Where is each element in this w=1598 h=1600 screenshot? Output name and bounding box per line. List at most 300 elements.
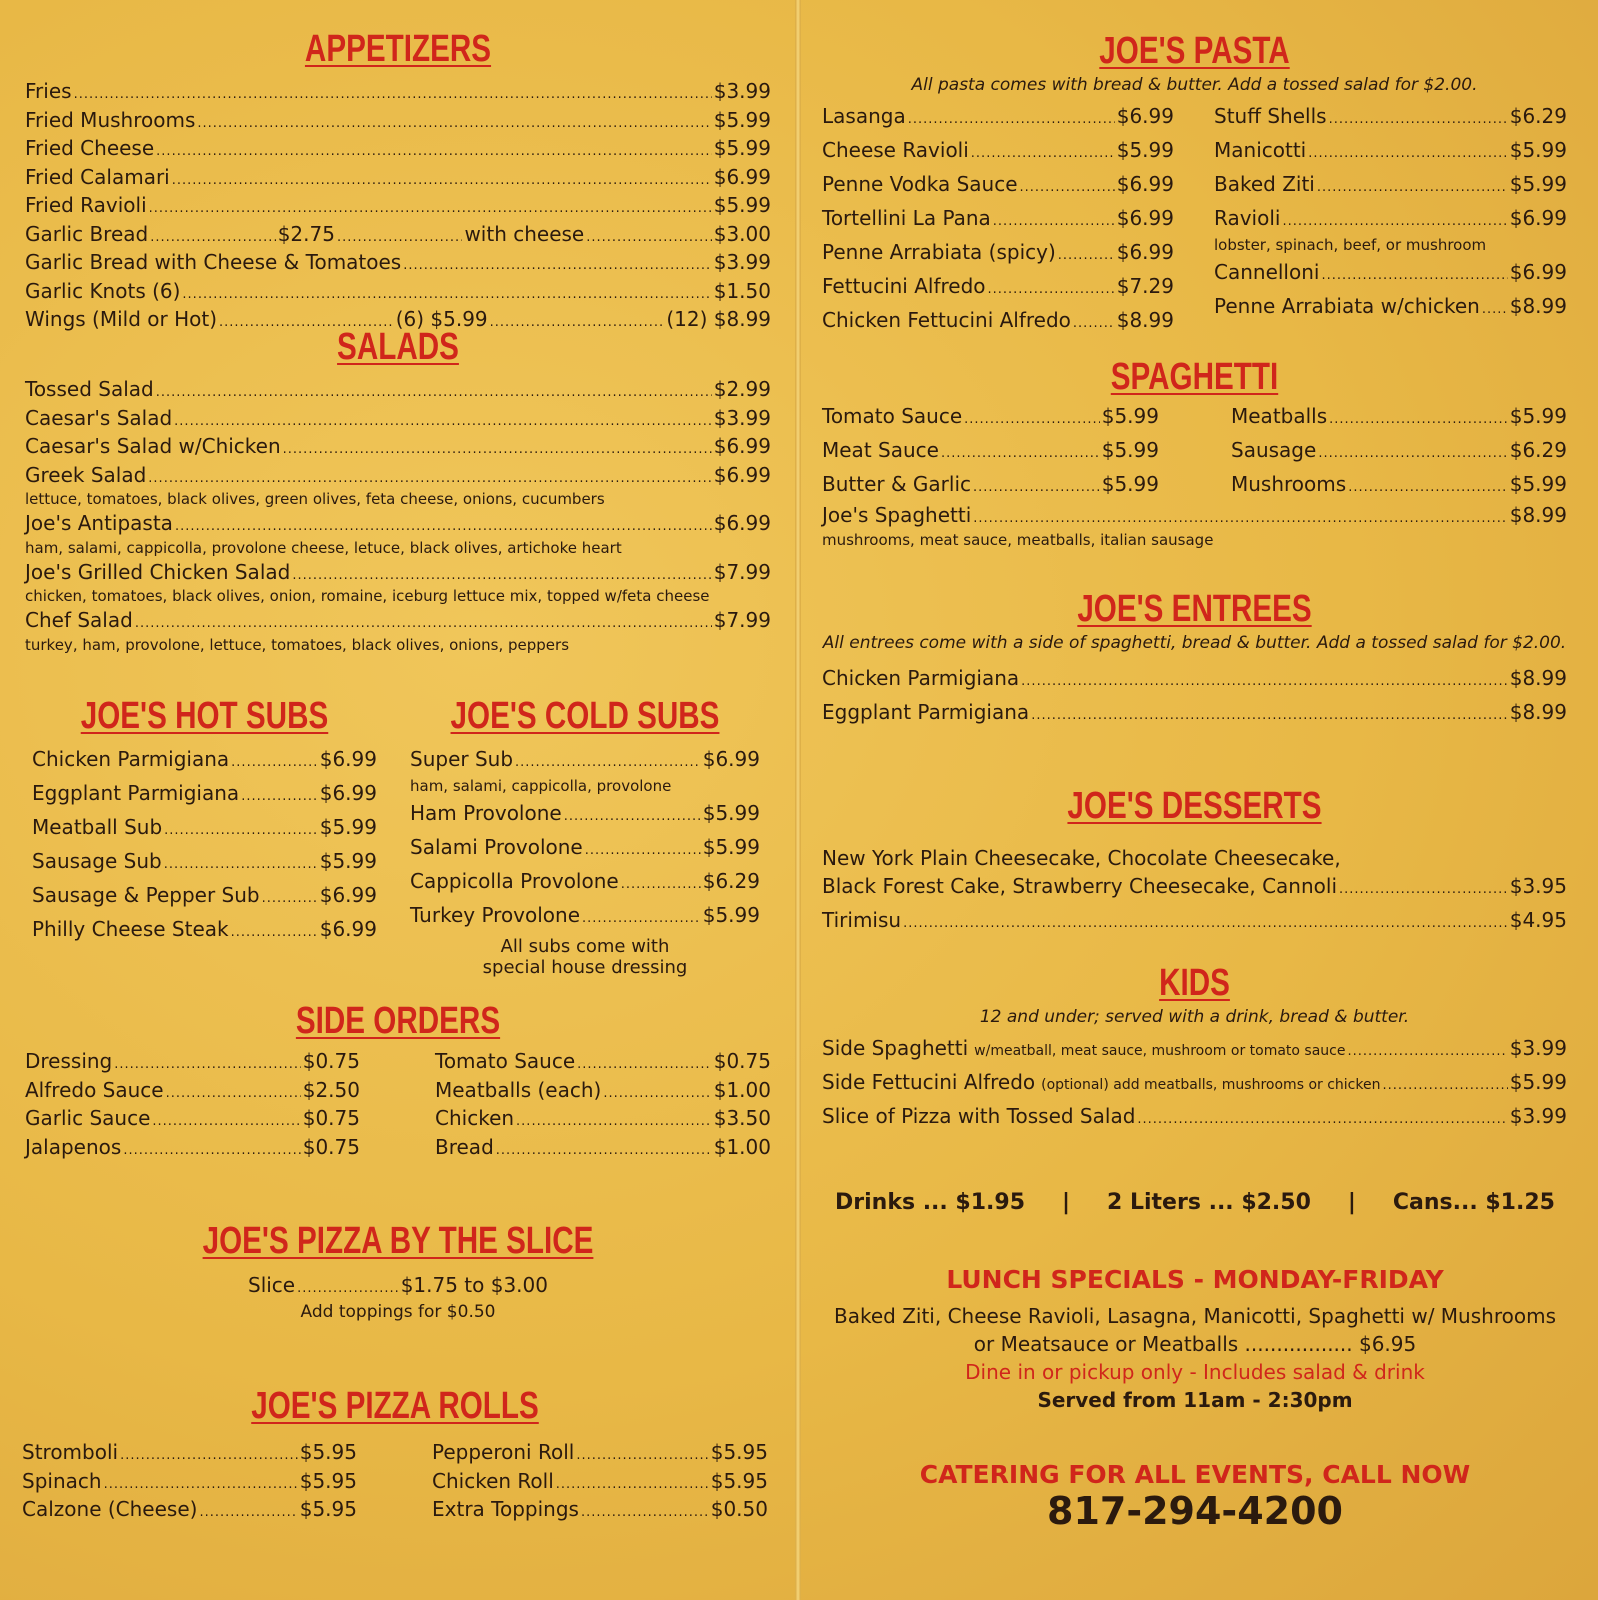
hot-subs-section xyxy=(32,695,377,948)
section-title: APPETIZERS xyxy=(304,28,492,70)
item-name: Joe's Antipasta xyxy=(25,511,173,535)
section-title: SALADS xyxy=(337,326,459,368)
menu-item xyxy=(25,1078,360,1107)
menu-item xyxy=(25,250,771,279)
item-name: Baked Ziti xyxy=(1214,172,1315,196)
item-price: $5.95 xyxy=(299,1468,357,1493)
page-fold xyxy=(795,0,801,1600)
pasta-section xyxy=(822,30,1567,339)
separator: | xyxy=(1347,1190,1356,1215)
entrees-note: All entrees come with a side of spaghetti, bread & butter. Add a tossed salad for $2.00. xyxy=(822,633,1567,653)
item-name: Mushrooms xyxy=(1231,472,1347,496)
dot-leader xyxy=(1329,401,1508,435)
slice-note: Add toppings for $0.50 xyxy=(300,1301,496,1322)
dot-leader xyxy=(1317,169,1508,203)
dot-leader xyxy=(1382,1067,1507,1101)
item-name: Fries xyxy=(25,79,72,103)
menu-item xyxy=(822,401,1159,435)
pasta-note: All pasta comes with bread & butter. Add a tossed salad for $2.00. xyxy=(911,75,1478,95)
item-name: Stuff Shells xyxy=(1214,104,1327,128)
pizza-slice-section xyxy=(25,1220,771,1322)
dot-leader xyxy=(564,798,701,832)
dot-leader xyxy=(964,401,1100,435)
subs-note: All subs come with special house dressing xyxy=(482,936,688,978)
cans-price: Cans... $1.25 xyxy=(1392,1190,1555,1215)
menu-item xyxy=(822,1101,1567,1135)
item-price: $3.99 xyxy=(1509,1036,1567,1060)
menu-item xyxy=(822,305,1174,339)
menu-item xyxy=(410,866,760,900)
dot-leader xyxy=(241,778,318,812)
dot-leader xyxy=(515,744,701,778)
catering xyxy=(810,1460,1580,1533)
menu-item xyxy=(25,136,771,165)
item-price: $3.95 xyxy=(1509,873,1567,898)
item-name: Fried Ravioli xyxy=(25,193,147,217)
item-price: $5.95 xyxy=(710,1468,768,1493)
item-extra-price: (12) $8.99 xyxy=(666,307,772,331)
dot-leader xyxy=(941,435,1100,469)
menu-item xyxy=(822,905,1567,939)
item-price: $6.99 xyxy=(702,747,760,771)
item-name: Slice of Pizza with Tossed Salad xyxy=(822,1104,1136,1128)
menu-item xyxy=(32,744,377,778)
item-ingredients: turkey, ham, provolone, lettuce, tomatoes, black olives, onions, peppers xyxy=(25,635,570,654)
item-price: $6.99 xyxy=(1116,240,1174,264)
item-name: Ham Provolone xyxy=(410,801,562,825)
section-title: JOE'S PIZZA ROLLS xyxy=(251,1385,539,1427)
dot-leader xyxy=(1137,1101,1507,1135)
dot-leader xyxy=(149,193,712,222)
item-price: $5.99 xyxy=(319,849,377,873)
item-price: $5.99 xyxy=(1101,404,1159,428)
item-price: $5.99 xyxy=(319,815,377,839)
item-price: $6.99 xyxy=(319,917,377,941)
item-name: Wings (Mild or Hot) xyxy=(25,307,218,331)
menu-item xyxy=(25,406,771,435)
menu-item xyxy=(22,1497,357,1526)
item-ingredients: lobster, spinach, beef, or mushroom xyxy=(1214,236,1487,254)
item-name: Extra Toppings xyxy=(432,1497,579,1521)
item-price: $7.99 xyxy=(713,608,771,632)
cold-subs-section xyxy=(410,695,760,978)
item-price: $5.99 xyxy=(713,193,771,217)
item-price: $6.29 xyxy=(702,869,760,893)
dot-leader xyxy=(199,1497,297,1526)
dot-leader xyxy=(1308,135,1508,169)
item-name: Penne Vodka Sauce xyxy=(822,172,1018,196)
menu-item xyxy=(1214,101,1567,135)
item-name: Alfredo Sauce xyxy=(25,1077,164,1102)
dot-leader xyxy=(1058,237,1115,271)
item-extra-label: with cheese xyxy=(464,221,585,246)
item-price: $6.99 xyxy=(713,434,771,458)
menu-item xyxy=(25,463,771,492)
menu-item xyxy=(435,1106,771,1135)
menu-item xyxy=(248,1273,548,1302)
dot-leader xyxy=(403,250,712,279)
dot-leader xyxy=(621,866,701,900)
item-price: $0.75 xyxy=(302,1134,360,1159)
menu-item xyxy=(1231,435,1567,469)
item-name: Garlic Bread xyxy=(25,221,149,246)
item-price: $5.95 xyxy=(710,1440,768,1464)
menu-item xyxy=(822,271,1174,305)
item-price: $5.99 xyxy=(1101,438,1159,462)
menu-item xyxy=(822,663,1567,697)
catering-title: CATERING FOR ALL EVENTS, CALL NOW xyxy=(919,1460,1471,1489)
menu-item xyxy=(410,798,760,832)
dot-leader xyxy=(1031,697,1508,731)
item-price: $5.99 xyxy=(1509,138,1567,162)
item-price: $5.99 xyxy=(1509,1070,1567,1094)
lunch-price: or Meatsauce or Meatballs ................. $6.95 xyxy=(973,1332,1417,1356)
item-price: $6.29 xyxy=(1509,438,1567,462)
item-name: Meatballs xyxy=(1231,404,1328,428)
item-name: Eggplant Parmigiana xyxy=(822,700,1030,724)
menu-item xyxy=(32,778,377,812)
dot-leader xyxy=(135,608,712,637)
item-name: Meat Sauce xyxy=(822,438,939,462)
item-price: $7.29 xyxy=(1116,274,1174,298)
item-name: Caesar's Salad w/Chicken xyxy=(25,434,281,458)
lunch-note: Dine in or pickup only - Includes salad & drink xyxy=(965,1360,1425,1384)
item-name: Tortellini La Pana xyxy=(822,206,991,230)
item-ingredients: lettuce, tomatoes, black olives, green olives, feta cheese, onions, cucumbers xyxy=(25,490,605,508)
menu-item xyxy=(25,560,771,589)
item-price: $5.99 xyxy=(713,107,771,132)
kids-section xyxy=(822,962,1567,1135)
item-name: Garlic Knots (6) xyxy=(25,278,181,303)
section-title: KIDS xyxy=(1159,962,1230,1004)
item-price: $0.50 xyxy=(710,1497,768,1521)
section-title: JOE'S PIZZA BY THE SLICE xyxy=(202,1220,594,1262)
item-name: Caesar's Salad xyxy=(25,405,173,430)
item-price: $5.99 xyxy=(1509,472,1567,496)
phone-number: 817-294-4200 xyxy=(1047,1489,1343,1533)
dot-leader xyxy=(973,469,1100,503)
item-price: $3.50 xyxy=(713,1106,771,1130)
item-price: $5.99 xyxy=(713,136,771,160)
item-price: $3.99 xyxy=(713,405,771,430)
item-price: $5.99 xyxy=(702,801,760,825)
menu-item xyxy=(25,511,771,540)
menu-item xyxy=(822,101,1174,135)
menu-item xyxy=(25,434,771,463)
menu-item xyxy=(432,1497,768,1526)
dot-leader xyxy=(166,1078,301,1107)
menu-item xyxy=(410,744,760,778)
item-name: Philly Cheese Steak xyxy=(32,917,229,941)
item-price: $5.99 xyxy=(702,835,760,859)
menu-item xyxy=(25,279,771,308)
item-price: $6.99 xyxy=(319,883,377,907)
item-name: Sausage & Pepper Sub xyxy=(32,883,260,907)
item-name: Garlic Sauce xyxy=(25,1106,151,1130)
menu-item xyxy=(410,832,760,866)
item-name: Cannelloni xyxy=(1214,260,1320,284)
lunch-title: LUNCH SPECIALS - MONDAY-FRIDAY xyxy=(946,1265,1444,1294)
item-name: Tossed Salad xyxy=(25,377,154,401)
menu-item xyxy=(1214,135,1567,169)
item-price: $2.50 xyxy=(302,1077,360,1102)
item-name: Fettucini Alfredo xyxy=(822,274,986,298)
dot-leader xyxy=(1348,469,1508,503)
item-name: Chicken xyxy=(435,1106,515,1130)
item-price: $5.95 xyxy=(299,1497,357,1521)
item-name: Meatball Sub xyxy=(32,815,163,839)
menu-item xyxy=(822,503,1567,532)
dot-leader xyxy=(1329,101,1508,135)
menu-item xyxy=(1231,469,1567,503)
dot-leader xyxy=(114,1049,300,1078)
item-price: $1.00 xyxy=(713,1077,771,1102)
menu-item xyxy=(1214,203,1567,237)
menu-item xyxy=(822,1067,1567,1101)
item-price: $5.99 xyxy=(1509,172,1567,196)
dot-leader xyxy=(908,101,1115,135)
dot-leader xyxy=(172,165,712,194)
item-price: $6.99 xyxy=(1509,206,1567,230)
menu-item xyxy=(25,165,771,194)
drinks-price: Drinks ... $1.95 xyxy=(835,1190,1026,1215)
item-name: Turkey Provolone xyxy=(410,903,581,927)
menu-item xyxy=(432,1440,768,1469)
dot-leader xyxy=(120,1440,298,1469)
lunch-specials xyxy=(810,1265,1580,1412)
item-name: Tomato Sauce xyxy=(822,404,963,428)
dot-leader xyxy=(1282,203,1507,237)
item-price: $6.99 xyxy=(319,781,377,805)
item-price: (6) $5.99 xyxy=(395,307,488,331)
appetizers-section xyxy=(25,28,771,336)
dot-leader xyxy=(971,135,1115,169)
item-price: $2.99 xyxy=(713,377,771,401)
item-name: Eggplant Parmigiana xyxy=(32,781,240,805)
item-name: Tomato Sauce xyxy=(435,1049,576,1073)
section-title: JOE'S DESSERTS xyxy=(1067,785,1322,827)
item-name: Cappicolla Provolone xyxy=(410,869,619,893)
drinks-line xyxy=(835,1190,1555,1215)
menu-item xyxy=(1214,169,1567,203)
dot-leader xyxy=(1318,435,1507,469)
spaghetti-section xyxy=(822,356,1567,552)
dot-leader xyxy=(496,1135,712,1164)
dot-leader xyxy=(1482,291,1508,325)
dot-leader xyxy=(586,222,711,251)
item-name: Manicotti xyxy=(1214,138,1307,162)
dot-leader xyxy=(262,880,318,914)
lunch-hours: Served from 11am - 2:30pm xyxy=(1037,1388,1353,1412)
item-price: $6.99 xyxy=(1509,260,1567,284)
menu-item xyxy=(25,79,771,108)
item-name: Greek Salad xyxy=(25,462,147,487)
desserts-section xyxy=(822,785,1567,939)
item-price: $1.75 to $3.00 xyxy=(400,1273,548,1297)
item-price: $6.99 xyxy=(713,511,771,535)
item-name: Chef Salad xyxy=(25,608,133,632)
dot-leader xyxy=(576,1440,708,1469)
dot-leader xyxy=(152,1106,300,1135)
dot-leader xyxy=(516,1106,712,1135)
item-name: Fried Cheese xyxy=(25,136,155,160)
item-name: Side Fettucini Alfredo xyxy=(822,1070,1036,1094)
item-ingredients: ham, salami, cappicolla, provolone cheese, letuce, black olives, artichoke heart xyxy=(25,538,622,557)
item-name: Pepperoni Roll xyxy=(432,1440,575,1464)
item-price: $5.99 xyxy=(1101,472,1159,496)
dot-leader xyxy=(556,1469,709,1498)
dot-leader xyxy=(174,406,712,435)
section-title: SPAGHETTI xyxy=(1110,356,1279,398)
dot-leader xyxy=(148,463,711,492)
dot-leader xyxy=(297,1273,399,1302)
item-price: $3.99 xyxy=(1509,1104,1567,1128)
item-price: $6.99 xyxy=(713,462,771,487)
dot-leader xyxy=(164,812,318,846)
menu-item xyxy=(1214,257,1567,291)
item-name: Fried Mushrooms xyxy=(25,107,196,132)
menu-item xyxy=(32,846,377,880)
item-name: Penne Arrabiata (spicy) xyxy=(822,240,1056,264)
dot-leader xyxy=(182,279,711,308)
dot-leader xyxy=(231,914,318,948)
dot-leader xyxy=(973,503,1507,532)
item-price: $3.99 xyxy=(713,250,771,274)
lunch-items: Baked Ziti, Cheese Ravioli, Lasagna, Manicotti, Spaghetti w/ Mushrooms xyxy=(834,1304,1556,1328)
dot-leader xyxy=(156,377,712,406)
dot-leader xyxy=(988,271,1115,305)
dot-leader xyxy=(1321,257,1507,291)
menu-item xyxy=(822,237,1174,271)
item-name: Calzone (Cheese) xyxy=(22,1497,198,1521)
item-price: $6.99 xyxy=(319,747,377,771)
dot-leader xyxy=(150,222,275,251)
item-name: Dressing xyxy=(25,1049,113,1073)
item-name: Garlic Bread with Cheese & Tomatoes xyxy=(25,250,402,274)
menu-item xyxy=(822,435,1159,469)
menu-item xyxy=(22,1440,357,1469)
dot-leader xyxy=(283,434,712,463)
item-name: Bread xyxy=(435,1134,494,1159)
menu-item xyxy=(22,1469,357,1498)
pizza-rolls-section xyxy=(22,1385,768,1526)
item-description: w/meatball, meat sauce, mushroom or tomato sauce xyxy=(974,1043,1346,1059)
menu-item xyxy=(822,469,1159,503)
item-price: $6.99 xyxy=(1116,172,1174,196)
item-price: $7.99 xyxy=(713,559,771,584)
separator: | xyxy=(1062,1190,1071,1215)
dot-leader xyxy=(164,846,318,880)
item-price: $5.99 xyxy=(1509,404,1567,428)
menu-item xyxy=(25,193,771,222)
side-orders-section xyxy=(25,1000,771,1163)
item-ingredients: mushrooms, meat sauce, meatballs, italian sausage xyxy=(822,530,1214,549)
item-description: (optional) add meatballs, mushrooms or chicken xyxy=(1041,1077,1381,1093)
section-title: SIDE ORDERS xyxy=(295,1000,501,1042)
menu-item xyxy=(822,169,1174,203)
item-price: $2.75 xyxy=(277,221,335,246)
item-price: $6.99 xyxy=(1116,206,1174,230)
dot-leader xyxy=(903,905,1508,939)
dot-leader xyxy=(582,900,701,934)
item-name: Salami Provolone xyxy=(410,835,583,859)
salads-section xyxy=(25,326,771,657)
section-title: JOE'S PASTA xyxy=(1099,30,1290,72)
item-price: $5.99 xyxy=(1116,138,1174,162)
item-extra-price: $3.00 xyxy=(713,221,771,246)
dot-leader xyxy=(1020,169,1115,203)
menu-item xyxy=(25,608,771,637)
menu-item xyxy=(435,1078,771,1107)
menu-item xyxy=(435,1135,771,1164)
item-name: Ravioli xyxy=(1214,206,1281,230)
item-price: $1.50 xyxy=(713,278,771,303)
item-price: $8.99 xyxy=(1509,294,1567,318)
item-name: Fried Calamari xyxy=(25,164,170,189)
menu-item xyxy=(32,812,377,846)
dot-leader xyxy=(585,832,701,866)
menu-item xyxy=(822,697,1567,731)
dot-leader xyxy=(175,511,712,540)
desserts-line: New York Plain Cheesecake, Chocolate Cheesecake, xyxy=(822,846,1341,870)
item-price: $8.99 xyxy=(1509,503,1567,527)
entrees-section xyxy=(822,588,1567,731)
item-name: Spinach xyxy=(22,1468,102,1493)
dot-leader xyxy=(104,1469,298,1498)
menu-item xyxy=(435,1049,771,1078)
dot-leader xyxy=(1073,305,1115,339)
menu-item xyxy=(1214,291,1567,325)
menu-item xyxy=(822,871,1567,905)
item-name: Chicken Parmigiana xyxy=(822,666,1020,690)
item-ingredients: chicken, tomatoes, black olives, onion, romaine, iceburg lettuce mix, topped w/feta cheese xyxy=(25,587,710,605)
kids-note: 12 and under; served with a drink, bread & butter. xyxy=(979,1007,1410,1027)
menu-item xyxy=(25,1049,360,1078)
item-price: $5.95 xyxy=(299,1440,357,1464)
dot-leader xyxy=(1021,663,1508,697)
menu-item xyxy=(25,1106,360,1135)
item-name: Slice xyxy=(248,1273,296,1297)
two-liters-price: 2 Liters ... $2.50 xyxy=(1107,1190,1311,1215)
menu-item xyxy=(32,914,377,948)
menu-item xyxy=(410,900,760,934)
item-price: $8.99 xyxy=(1509,700,1567,724)
item-price: $3.99 xyxy=(713,79,771,103)
dot-leader xyxy=(231,744,318,778)
menu-item xyxy=(25,377,771,406)
item-name: Stromboli xyxy=(22,1440,119,1464)
dot-leader xyxy=(74,79,712,108)
dot-leader xyxy=(1339,871,1508,905)
menu-item xyxy=(822,203,1174,237)
item-name: Sausage xyxy=(1231,438,1317,462)
menu-item xyxy=(432,1469,768,1498)
item-name: Penne Arrabiata w/chicken xyxy=(1214,294,1480,318)
section-title: JOE'S ENTREES xyxy=(1077,588,1312,630)
item-name: Chicken Parmigiana xyxy=(32,747,230,771)
item-name: Side Spaghetti xyxy=(822,1036,969,1060)
item-name: Meatballs (each) xyxy=(435,1077,602,1102)
item-price: $0.75 xyxy=(302,1106,360,1130)
item-name: Joe's Grilled Chicken Salad xyxy=(25,559,291,584)
item-price: $6.99 xyxy=(1116,104,1174,128)
item-name: Cheese Ravioli xyxy=(822,138,969,162)
item-price: $4.95 xyxy=(1509,907,1567,932)
item-name: Jalapenos xyxy=(25,1134,122,1159)
item-name: Lasanga xyxy=(822,104,906,128)
dot-leader xyxy=(156,136,712,165)
item-name: Chicken Fettucini Alfredo xyxy=(822,308,1071,332)
